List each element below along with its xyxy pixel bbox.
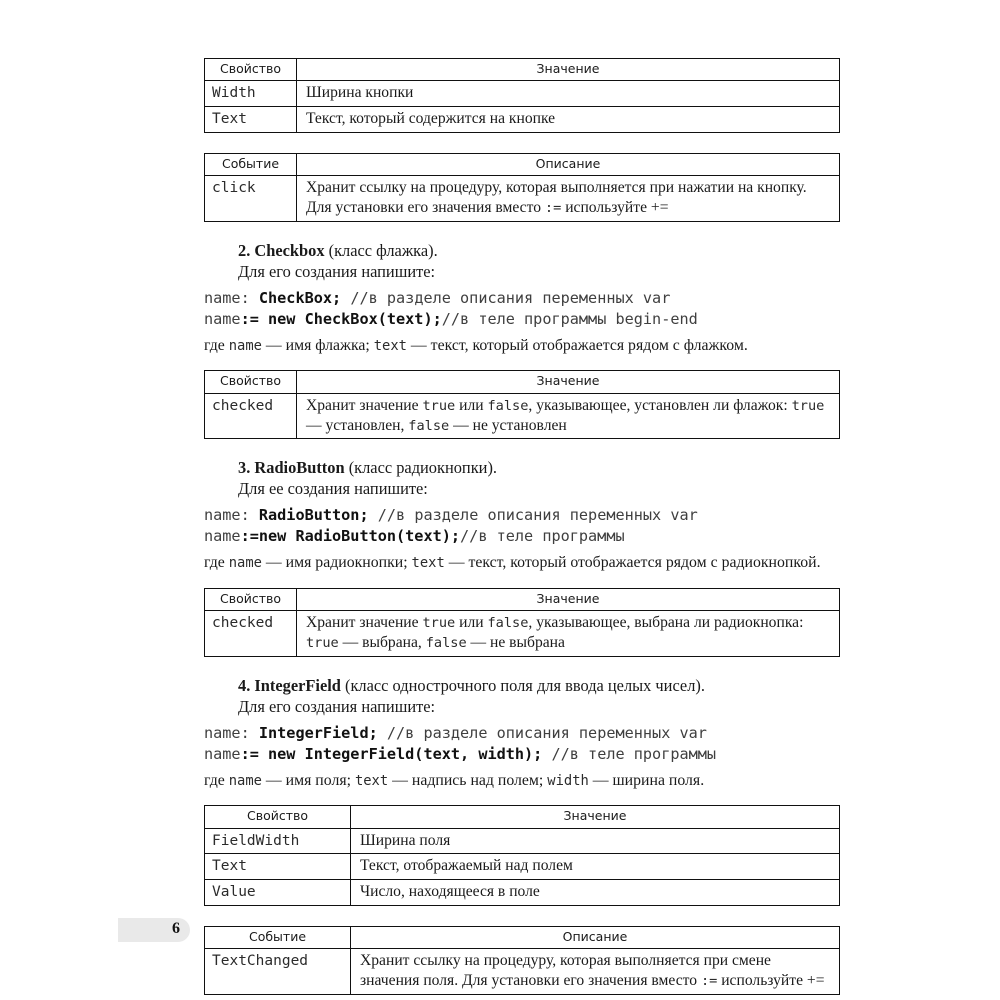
column-header-value: Значение bbox=[351, 806, 840, 828]
page-content bbox=[204, 58, 840, 995]
where-token-name: name bbox=[228, 555, 262, 572]
column-header-property: Свойство bbox=[205, 806, 351, 828]
code-line-checkbox-instantiation bbox=[204, 309, 840, 330]
code-class: :=new RadioButton(text); bbox=[240, 527, 461, 546]
property-name: FieldWidth bbox=[205, 828, 351, 854]
section-heading-integerfield bbox=[204, 675, 840, 696]
column-header-value: Значение bbox=[297, 59, 840, 81]
table-header-row bbox=[205, 588, 840, 610]
column-header-value: Значение bbox=[297, 371, 840, 393]
desc-code-true: true bbox=[791, 397, 825, 414]
table-row bbox=[205, 880, 840, 906]
where-suffix: — текст, который отображается рядом с флажком. bbox=[406, 336, 748, 354]
section-number: 4. bbox=[238, 675, 251, 695]
code-prefix: name: bbox=[204, 723, 259, 742]
spacer bbox=[204, 791, 840, 805]
event-name: TextChanged bbox=[205, 949, 351, 995]
property-name: checked bbox=[205, 393, 297, 439]
desc-part: — установлен, bbox=[306, 416, 409, 434]
desc-part: или bbox=[455, 614, 488, 632]
code-comment: //в разделе описания переменных var bbox=[368, 506, 698, 525]
column-header-event: Событие bbox=[205, 927, 351, 949]
table-checkbox-properties bbox=[204, 370, 840, 439]
property-name: Text bbox=[205, 107, 297, 133]
section-paren-note: (класс однострочного поля для ввода целых чисел). bbox=[345, 675, 705, 695]
code-prefix: name bbox=[204, 527, 241, 546]
section-paren-note: (класс флажка). bbox=[328, 240, 438, 260]
section-class-name: Checkbox bbox=[254, 240, 325, 260]
code-comment: //в теле программы bbox=[460, 527, 625, 546]
code-line-radiobutton-instantiation bbox=[204, 526, 840, 547]
section-intro-radiobutton: Для ее создания напишите: bbox=[238, 479, 428, 499]
code-class: := new CheckBox(text); bbox=[240, 309, 442, 328]
desc-code-false: false bbox=[408, 417, 450, 434]
where-suffix: — текст, который отображается рядом с радиокнопкой. bbox=[444, 554, 821, 572]
spacer bbox=[204, 574, 840, 588]
section-number: 3. bbox=[238, 458, 251, 478]
table-integerfield-properties bbox=[204, 805, 840, 906]
section-intro-integerfield: Для его создания напишите: bbox=[238, 696, 436, 716]
desc-code-token: := bbox=[700, 973, 718, 990]
spacer bbox=[204, 356, 840, 370]
where-middle: — имя поля; bbox=[261, 771, 355, 789]
where-token-width: width bbox=[547, 772, 589, 789]
table-row bbox=[205, 949, 840, 995]
table-header-row bbox=[205, 371, 840, 393]
table-header-row bbox=[205, 806, 840, 828]
desc-part: — выбрана, bbox=[338, 634, 426, 652]
where-token-text: text bbox=[373, 337, 407, 354]
event-name: click bbox=[205, 176, 297, 222]
property-name: Value bbox=[205, 880, 351, 906]
desc-part: Хранит значение bbox=[306, 614, 423, 632]
table-row bbox=[205, 107, 840, 133]
desc-part: , указывающее, установлен ли флажок: bbox=[528, 396, 792, 414]
section-intro-checkbox: Для его создания напишите: bbox=[238, 261, 436, 281]
where-token-name: name bbox=[228, 337, 262, 354]
column-header-property: Свойство bbox=[205, 588, 297, 610]
table-radiobutton-properties bbox=[204, 588, 840, 657]
event-description bbox=[351, 949, 840, 995]
desc-code-false: false bbox=[487, 397, 529, 414]
table-row bbox=[205, 854, 840, 880]
code-class: := new IntegerField(text, width); bbox=[240, 744, 543, 763]
property-description bbox=[297, 611, 840, 657]
desc-code-false: false bbox=[487, 615, 529, 632]
property-description: Число, находящееся в поле bbox=[351, 880, 840, 906]
where-middle-2: — надпись над полем; bbox=[388, 771, 548, 789]
code-line-integerfield-declaration bbox=[204, 723, 840, 744]
section-heading-radiobutton bbox=[204, 457, 840, 478]
desc-part: или bbox=[455, 396, 488, 414]
code-prefix: name bbox=[204, 744, 241, 763]
desc-part: — не выбрана bbox=[466, 634, 565, 652]
event-description bbox=[297, 176, 840, 222]
column-header-event: Событие bbox=[205, 153, 297, 175]
spacer bbox=[204, 222, 840, 240]
code-comment: //в теле программы begin-end bbox=[441, 309, 698, 328]
where-token-text: text bbox=[354, 772, 389, 789]
column-header-description: Описание bbox=[351, 927, 840, 949]
code-prefix: name bbox=[204, 309, 241, 328]
table-row bbox=[205, 393, 840, 439]
section-class-name: IntegerField bbox=[254, 675, 341, 695]
section-number: 2. bbox=[238, 240, 251, 260]
property-description: Ширина поля bbox=[351, 828, 840, 854]
code-comment: //в теле программы bbox=[542, 744, 717, 763]
code-prefix: name: bbox=[204, 506, 259, 525]
where-prefix: где bbox=[204, 336, 229, 354]
code-class: CheckBox; bbox=[258, 288, 342, 307]
where-clause-integerfield bbox=[204, 771, 840, 792]
where-clause-checkbox bbox=[204, 336, 840, 357]
desc-text-pre: Хранит ссылку на процедуру, которая выполняется при нажатии на кнопку. Для установки его значения вместо bbox=[306, 179, 807, 217]
desc-text-post: используйте += bbox=[717, 972, 825, 990]
section-heading-checkbox bbox=[204, 240, 840, 261]
desc-code-token: := bbox=[544, 200, 562, 217]
where-middle: — имя радиокнопки; bbox=[261, 554, 412, 572]
desc-part: Хранит значение bbox=[306, 396, 423, 414]
spacer bbox=[204, 906, 840, 926]
table-row bbox=[205, 611, 840, 657]
where-token-name: name bbox=[228, 772, 262, 789]
table-row bbox=[205, 176, 840, 222]
desc-part: — не установлен bbox=[449, 416, 567, 434]
property-name: checked bbox=[205, 611, 297, 657]
column-header-property: Свойство bbox=[205, 371, 297, 393]
page-number-badge bbox=[118, 918, 190, 942]
table-row bbox=[205, 81, 840, 107]
section-class-name: RadioButton bbox=[254, 458, 345, 478]
table-header-row bbox=[205, 59, 840, 81]
desc-code-false: false bbox=[425, 635, 467, 652]
property-description: Текст, отображаемый над полем bbox=[351, 854, 840, 880]
where-clause-radiobutton bbox=[204, 553, 840, 574]
code-line-integerfield-instantiation bbox=[204, 744, 840, 765]
where-prefix: где bbox=[204, 554, 229, 572]
column-header-description: Описание bbox=[297, 153, 840, 175]
table-header-row bbox=[205, 927, 840, 949]
desc-code-true: true bbox=[422, 615, 456, 632]
code-comment: //в разделе описания переменных var bbox=[377, 723, 707, 742]
where-suffix: — ширина поля. bbox=[588, 771, 705, 789]
section-paren-note: (класс радиокнопки). bbox=[348, 458, 497, 478]
desc-code-true: true bbox=[306, 635, 339, 652]
code-class: IntegerField; bbox=[258, 723, 378, 742]
code-class: RadioButton; bbox=[258, 506, 369, 525]
desc-code-true: true bbox=[422, 397, 456, 414]
table-button-properties bbox=[204, 58, 840, 133]
spacer bbox=[204, 133, 840, 153]
where-middle: — имя флажка; bbox=[261, 336, 374, 354]
column-header-value: Значение bbox=[297, 588, 840, 610]
spacer bbox=[204, 439, 840, 457]
spacer bbox=[204, 657, 840, 675]
property-description: Текст, который содержится на кнопке bbox=[297, 107, 840, 133]
code-line-radiobutton-declaration bbox=[204, 505, 840, 526]
desc-text-pre: Хранит ссылку на процедуру, которая выполняется при смене значения поля. Для установки его значения вместо bbox=[360, 952, 771, 990]
desc-text-post: используйте += bbox=[561, 199, 669, 217]
code-line-checkbox-declaration bbox=[204, 288, 840, 309]
desc-part: , указывающее, выбрана ли радиокнопка: bbox=[528, 614, 804, 632]
property-name: Text bbox=[205, 854, 351, 880]
table-header-row bbox=[205, 153, 840, 175]
code-comment: //в разделе описания переменных var bbox=[341, 288, 671, 307]
page-number: 6 bbox=[172, 920, 180, 937]
where-token-text: text bbox=[411, 555, 445, 572]
table-row bbox=[205, 828, 840, 854]
property-description: Ширина кнопки bbox=[297, 81, 840, 107]
property-name: Width bbox=[205, 81, 297, 107]
property-description bbox=[297, 393, 840, 439]
table-integerfield-events bbox=[204, 926, 840, 995]
code-prefix: name: bbox=[204, 288, 259, 307]
table-button-events bbox=[204, 153, 840, 222]
column-header-property: Свойство bbox=[205, 59, 297, 81]
where-prefix: где bbox=[204, 771, 229, 789]
